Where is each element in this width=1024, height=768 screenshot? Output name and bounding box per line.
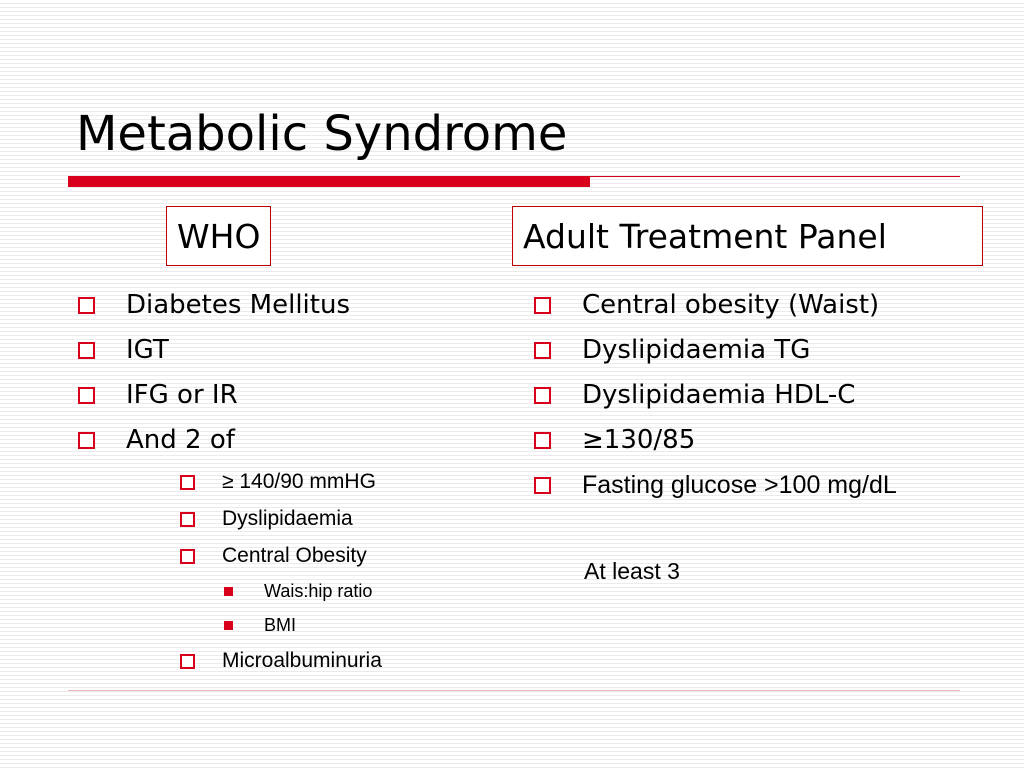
hollow-square-bullet-icon (180, 512, 195, 527)
hollow-square-bullet-icon (180, 475, 195, 490)
list-item-text: ≥130/85 (582, 425, 696, 455)
list-item-text: IGT (126, 335, 169, 365)
sub-sub-list-item-text: Wais:hip ratio (264, 581, 373, 601)
list-item (76, 373, 382, 418)
title-underline-thin (590, 176, 960, 177)
title-underline-thick (68, 176, 590, 187)
hollow-square-bullet-icon (534, 387, 551, 404)
list-item (532, 328, 897, 373)
sub-sub-list-item (76, 574, 382, 608)
list-item-text: Diabetes Mellitus (126, 290, 350, 320)
hollow-square-bullet-icon (534, 342, 551, 359)
sub-list-item (76, 537, 382, 574)
list-item (76, 328, 382, 373)
sub-list-item (76, 463, 382, 500)
filled-square-bullet-icon (224, 587, 233, 596)
list-item-text: Dyslipidaemia HDL-C (582, 380, 856, 410)
hollow-square-bullet-icon (78, 342, 95, 359)
list-item-text: Central obesity (Waist) (582, 290, 880, 320)
sub-list-item-text: Central Obesity (222, 544, 367, 567)
atp-criteria-list (532, 283, 897, 508)
slide-title: Metabolic Syndrome (76, 106, 568, 162)
sub-list-item (76, 500, 382, 537)
who-header-box: WHO (166, 206, 271, 266)
list-item (532, 283, 897, 328)
hollow-square-bullet-icon (78, 387, 95, 404)
list-item (532, 373, 897, 418)
list-item-text: Dyslipidaemia TG (582, 335, 811, 365)
filled-square-bullet-icon (224, 621, 233, 630)
list-item (76, 418, 382, 463)
sub-list-item-text: Microalbuminuria (222, 649, 382, 672)
sub-list-item (76, 642, 382, 679)
hollow-square-bullet-icon (78, 432, 95, 449)
list-item-text: And 2 of (126, 425, 235, 455)
list-item-text: IFG or IR (126, 380, 238, 410)
sub-sub-list-item-text: BMI (264, 615, 297, 635)
hollow-square-bullet-icon (534, 297, 551, 314)
hollow-square-bullet-icon (180, 654, 195, 669)
list-item (532, 418, 897, 463)
who-criteria-list (76, 283, 382, 679)
hollow-square-bullet-icon (180, 549, 195, 564)
hollow-square-bullet-icon (78, 297, 95, 314)
list-item (532, 463, 897, 508)
list-item (76, 283, 382, 328)
atp-header-box: Adult Treatment Panel (512, 206, 983, 266)
hollow-square-bullet-icon (534, 432, 551, 449)
sub-sub-list-item (76, 608, 382, 642)
footer-divider (68, 690, 960, 691)
sub-list-item-text: Dyslipidaemia (222, 507, 353, 530)
sub-list-item-text: ≥ 140/90 mmHG (222, 470, 376, 493)
list-item-text: Fasting glucose >100 mg/dL (582, 471, 897, 499)
atp-requirement-note: At least 3 (584, 558, 680, 584)
hollow-square-bullet-icon (534, 477, 551, 494)
